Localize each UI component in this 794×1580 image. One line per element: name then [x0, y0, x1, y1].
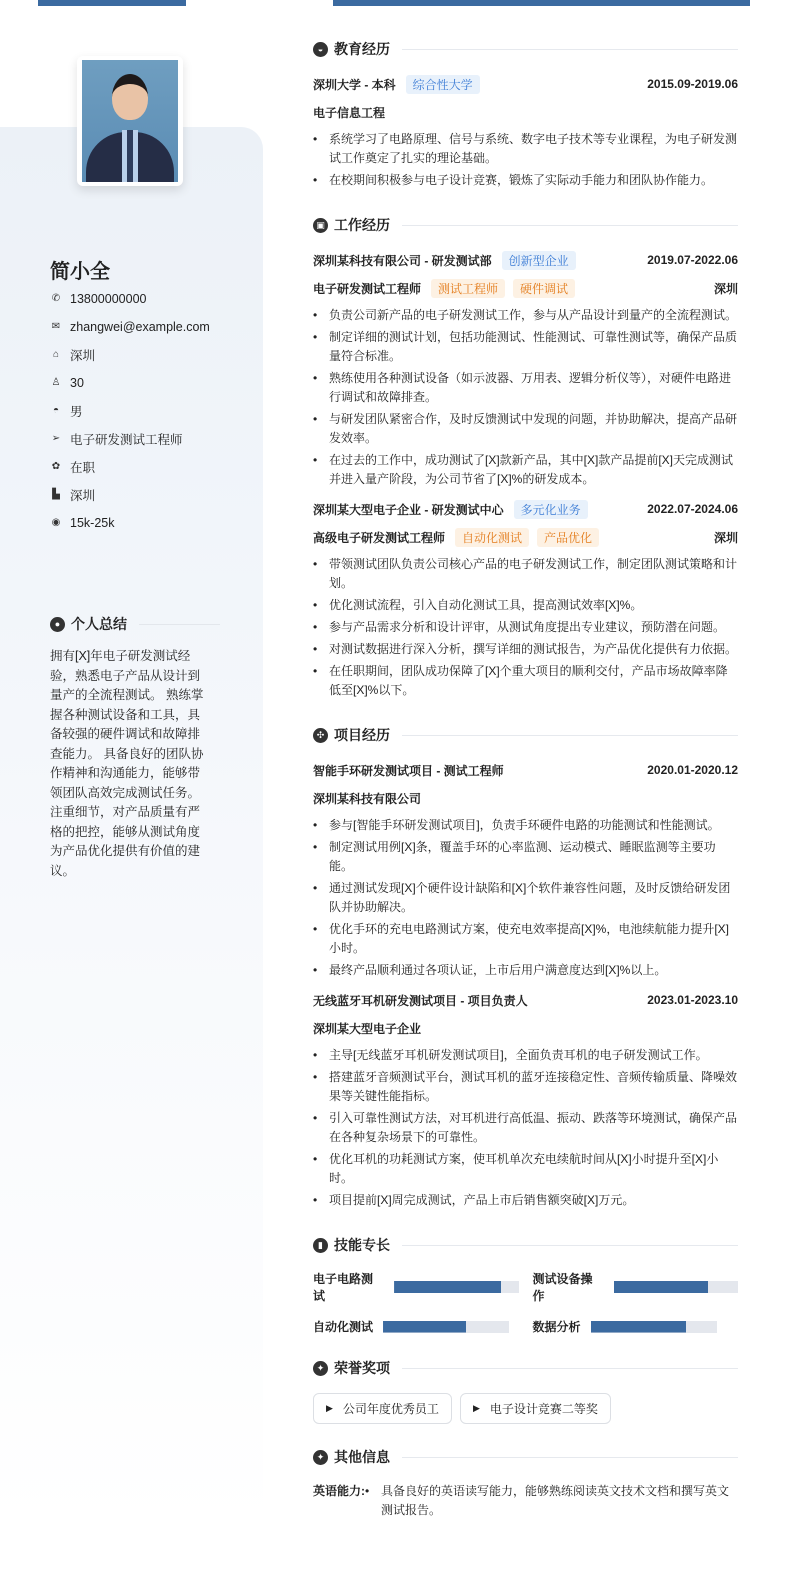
- summary-title: 个人总结: [71, 616, 127, 632]
- skill-name: 数据分析: [532, 1320, 581, 1334]
- entry-subheader: [313, 1018, 738, 1038]
- contact-text: zhangwei@example.com: [70, 320, 210, 334]
- bullet-item: • 熟练使用各种测试设备（如示波器、万用表、逻辑分析仪等），对硬件电路进行调试和故障排查。: [313, 369, 738, 407]
- work-section: [313, 214, 738, 700]
- skill-tag: 硬件调试: [513, 279, 575, 298]
- contact-item: [50, 481, 220, 509]
- skill-tag: 自动化测试: [455, 528, 529, 547]
- divider: [402, 1368, 738, 1369]
- bullet-item: • 系统学习了电路原理、信号与系统、数字电子技术等专业课程，为电子研发测试工作奠定了扎实的理论基础。: [313, 130, 738, 168]
- entry-subheader: [313, 527, 738, 547]
- user-icon: ●: [50, 617, 65, 632]
- bullet-item: • 优化耳机的功耗测试方案，使耳机单次充电续航时间从[X]小时提升至[X]小时。: [313, 1150, 738, 1188]
- contact-text: 30: [70, 376, 84, 390]
- contact-text: 深圳: [70, 349, 96, 363]
- entry-date: 2019.07-2022.06: [647, 253, 738, 267]
- entry-title: 深圳大学 - 本科: [313, 77, 396, 92]
- other-title: 其他信息: [334, 1449, 390, 1465]
- skills-heading: [313, 1234, 738, 1256]
- bullet-list: [313, 1046, 738, 1210]
- building-icon: ▙: [52, 489, 60, 500]
- bullet-item: • 通过测试发现[X]个硬件设计缺陷和[X]个软件兼容性问题，及时反馈给研发团队并协助解决。: [313, 879, 738, 917]
- category-tag: 创新型企业: [502, 251, 576, 270]
- skill-bar: [614, 1281, 738, 1293]
- divider: [402, 49, 738, 50]
- play-icon: ▶: [472, 1403, 480, 1413]
- education-heading: [313, 38, 738, 60]
- graduation-cap-icon: ◒: [313, 42, 328, 57]
- other-label: 英语能力:: [313, 1484, 365, 1498]
- contact-text: 男: [70, 405, 83, 419]
- send-icon: ➢: [51, 433, 61, 444]
- contact-text: 深圳: [70, 489, 96, 503]
- gender-icon: ◓: [52, 405, 60, 416]
- skill-tag: 测试工程师: [431, 279, 505, 298]
- entry-header: [313, 499, 738, 519]
- skills-section: [313, 1234, 738, 1335]
- entry-title: 无线蓝牙耳机研发测试项目 - 项目负责人: [313, 993, 528, 1008]
- candidate-name: 简小全: [50, 261, 110, 283]
- contact-text: 电子研发测试工程师: [70, 433, 183, 447]
- bullet-item: • 优化测试流程，引入自动化测试工具，提高测试效率[X]%。: [313, 596, 738, 615]
- bullet-item: • 制定测试用例[X]条，覆盖手环的心率监测、运动模式、睡眠监测等主要功能。: [313, 838, 738, 876]
- projects-title: 项目经历: [334, 727, 390, 743]
- divider: [402, 735, 738, 736]
- award-list: [313, 1393, 738, 1424]
- entry-sub-group: [313, 790, 421, 807]
- entry-title-group: [313, 992, 528, 1009]
- contact-item: [50, 369, 220, 397]
- skill-name: 电子电路测试: [313, 1272, 374, 1303]
- bullet-item: • 参与产品需求分析和设计评审，从测试角度提出专业建议，预防潜在问题。: [313, 618, 738, 637]
- other-item: [313, 1482, 738, 1533]
- briefcase-icon: ▣: [313, 218, 328, 233]
- entry-subtitle: 电子信息工程: [313, 105, 386, 120]
- bullet-item: • 搭建蓝牙音频测试平台，测试耳机的蓝牙连接稳定性、音频传输质量、降噪效果等关键性能指标。: [313, 1068, 738, 1106]
- grid-icon: ✣: [313, 728, 328, 743]
- mail-icon: ✉: [51, 321, 61, 332]
- top-accent-bar-left: [38, 0, 186, 6]
- home-icon: ⌂: [52, 349, 60, 360]
- summary-text: 拥有[X]年电子研发测试经验，熟悉电子产品从设计到量产的全流程测试。 熟练掌握各种测试设备和工具，具备较强的硬件调试和故障排查能力。 具备良好的团队协作精神和沟通能力，能够带领团队高效完成测试任务。 注重细节，对产品质量有严格的把控，能够从测试角度为产品优化提供有价值的建议。: [50, 649, 204, 878]
- entry-header: [313, 760, 738, 780]
- bullet-item: • 与研发团队紧密合作，及时反馈测试中发现的问题，并协助解决，提高产品研发效率。: [313, 410, 738, 448]
- summary-heading: [50, 613, 220, 635]
- bullet-item: • 在校期间积极参与电子设计竞赛，锻炼了实际动手能力和团队协作能力。: [313, 171, 738, 190]
- contact-item: [50, 341, 220, 369]
- skill-bar: [383, 1321, 509, 1333]
- education-title: 教育经历: [334, 41, 390, 57]
- contact-list: [50, 285, 220, 537]
- divider: [402, 1457, 738, 1458]
- skill-name: 测试设备操作: [532, 1272, 593, 1303]
- entry-title-group: [313, 75, 480, 94]
- skill-tag: 产品优化: [537, 528, 599, 547]
- divider: [402, 1245, 738, 1246]
- divider: [402, 225, 738, 226]
- entry-subheader: [313, 788, 738, 808]
- honors-heading: [313, 1357, 738, 1379]
- projects-entry: [313, 760, 738, 980]
- bullet-item: • 参与[智能手环研发测试项目]，负责手环硬件电路的功能测试和性能测试。: [313, 816, 738, 835]
- category-tag: 多元化业务: [514, 500, 588, 519]
- bullet-item: • 制定详细的测试计划，包括功能测试、性能测试、可靠性测试等，确保产品质量符合标准。: [313, 328, 738, 366]
- bullet-list: [313, 306, 738, 489]
- projects-entry: [313, 990, 738, 1210]
- salary-icon: ◉: [51, 517, 61, 528]
- bullet-list: [313, 816, 738, 980]
- bullet-list: [365, 1482, 738, 1523]
- entry-header: [313, 250, 738, 270]
- contact-item: [50, 425, 220, 453]
- divider: [139, 624, 220, 625]
- status-icon: ✿: [51, 461, 61, 472]
- play-icon: ▶: [326, 1403, 333, 1413]
- bullet-item: • 对测试数据进行深入分析，撰写详细的测试报告，为产品优化提供有力依据。: [313, 640, 738, 659]
- bullet-item: • 引入可靠性测试方法，对耳机进行高低温、振动、跌落等环境测试，确保产品在各种复杂场景下的可靠性。: [313, 1109, 738, 1147]
- entry-subheader: [313, 278, 738, 298]
- work-title: 工作经历: [334, 217, 390, 233]
- contact-item: [50, 313, 220, 341]
- skill-bar-fill: [591, 1321, 687, 1333]
- phone-icon: ✆: [51, 293, 61, 304]
- entry-header: [313, 990, 738, 1010]
- skill-bar-fill: [614, 1281, 709, 1293]
- entry-sub-group: [313, 104, 385, 121]
- contact-text: 13800000000: [70, 292, 147, 306]
- projects-heading: [313, 724, 738, 746]
- entry-title: 深圳某大型电子企业 - 研发测试中心: [313, 502, 504, 517]
- other-heading: [313, 1446, 738, 1468]
- skill-bar-fill: [394, 1281, 501, 1293]
- bullet-item: • 在过去的工作中，成功测试了[X]款新产品，其中[X]款产品提前[X]天完成测试并进入量产阶段，为公司节省了[X]%的研发成本。: [313, 451, 738, 489]
- top-accent-bar-right: [333, 0, 750, 6]
- entry-sub-group: [313, 279, 575, 298]
- profile-photo: [77, 56, 183, 186]
- award-name: 公司年度优秀员工: [342, 1402, 439, 1416]
- skills-grid: [313, 1270, 738, 1335]
- skill-bar-fill: [383, 1321, 466, 1333]
- bullet-item: • 带领测试团队负责公司核心产品的电子研发测试工作，制定团队测试策略和计划。: [313, 555, 738, 593]
- award-badge: [460, 1393, 611, 1424]
- entry-sub-group: [313, 528, 599, 547]
- skill-bar: [591, 1321, 717, 1333]
- chart-icon: ▮: [313, 1238, 328, 1253]
- bullet-list: [313, 555, 738, 700]
- entry-sub-group: [313, 1020, 421, 1037]
- entry-title-group: [313, 251, 576, 270]
- bullet-item: • 最终产品顺利通过各项认证，上市后用户满意度达到[X]%以上。: [313, 961, 738, 980]
- entry-subtitle: 电子研发测试工程师: [313, 281, 422, 296]
- entry-date: 2022.07-2024.06: [647, 502, 738, 516]
- contact-item: [50, 285, 220, 313]
- entry-header: [313, 74, 738, 94]
- entry-title-group: [313, 500, 588, 519]
- entry-location: 深圳: [713, 530, 738, 545]
- contact-item: [50, 453, 220, 481]
- work-entry: [313, 499, 738, 700]
- entry-title: 深圳某科技有限公司 - 研发测试部: [313, 253, 492, 268]
- work-entry: [313, 250, 738, 489]
- honors-section: [313, 1357, 738, 1424]
- cake-icon: ♙: [51, 377, 61, 388]
- award-badge: [313, 1393, 452, 1424]
- entry-location: 深圳: [713, 281, 738, 296]
- skill-bar: [394, 1281, 518, 1293]
- bullet-item: • 在任职期间，团队成功保障了[X]个重大项目的顺利交付，产品市场故障率降低至[X]%以下。: [313, 662, 738, 700]
- entry-title-group: [313, 762, 504, 779]
- skill-item: [313, 1270, 519, 1304]
- entry-subheader: [313, 102, 738, 122]
- contact-text: 在职: [70, 461, 96, 475]
- bullet-item: • 优化手环的充电电路测试方案，使充电效率提高[X]%，电池续航能力提升[X]小时。: [313, 920, 738, 958]
- contact-item: [50, 397, 220, 425]
- info-icon: ✦: [313, 1450, 328, 1465]
- bullet-item: • 具备良好的英语读写能力，能够熟练阅读英文技术文档和撰写英文测试报告。: [365, 1482, 738, 1520]
- projects-section: [313, 724, 738, 1210]
- bullet-item: • 项目提前[X]周完成测试，产品上市后销售额突破[X]万元。: [313, 1191, 738, 1210]
- skill-item: [313, 1318, 519, 1335]
- entry-subtitle: 高级电子研发测试工程师: [313, 530, 446, 545]
- honors-title: 荣誉奖项: [334, 1360, 390, 1376]
- bullet-list: [313, 130, 738, 190]
- skills-title: 技能专长: [334, 1237, 390, 1253]
- sidebar-content: [50, 255, 220, 881]
- entry-title: 智能手环研发测试项目 - 测试工程师: [313, 763, 504, 778]
- entry-subtitle: 深圳某大型电子企业: [313, 1021, 422, 1036]
- entry-subtitle: 深圳某科技有限公司: [313, 791, 422, 806]
- entry-date: 2023.01-2023.10: [647, 993, 738, 1007]
- bullet-item: • 负责公司新产品的电子研发测试工作，参与从产品设计到量产的全流程测试。: [313, 306, 738, 325]
- award-icon: ✦: [313, 1361, 328, 1376]
- award-name: 电子设计竞赛二等奖: [489, 1402, 598, 1416]
- work-heading: [313, 214, 738, 236]
- other-section: [313, 1446, 738, 1533]
- bullet-item: • 主导[无线蓝牙耳机研发测试项目]，全面负责耳机的电子研发测试工作。: [313, 1046, 738, 1065]
- education-entry: [313, 74, 738, 190]
- entry-date: 2020.01-2020.12: [647, 763, 738, 777]
- main-content: [313, 38, 738, 1533]
- contact-text: 15k-25k: [70, 516, 115, 530]
- education-section: [313, 38, 738, 190]
- skill-name: 自动化测试: [313, 1320, 374, 1334]
- entry-date: 2015.09-2019.06: [647, 77, 738, 91]
- category-tag: 综合性大学: [406, 75, 480, 94]
- skill-item: [533, 1318, 739, 1335]
- skill-item: [533, 1270, 739, 1304]
- contact-item: [50, 509, 220, 537]
